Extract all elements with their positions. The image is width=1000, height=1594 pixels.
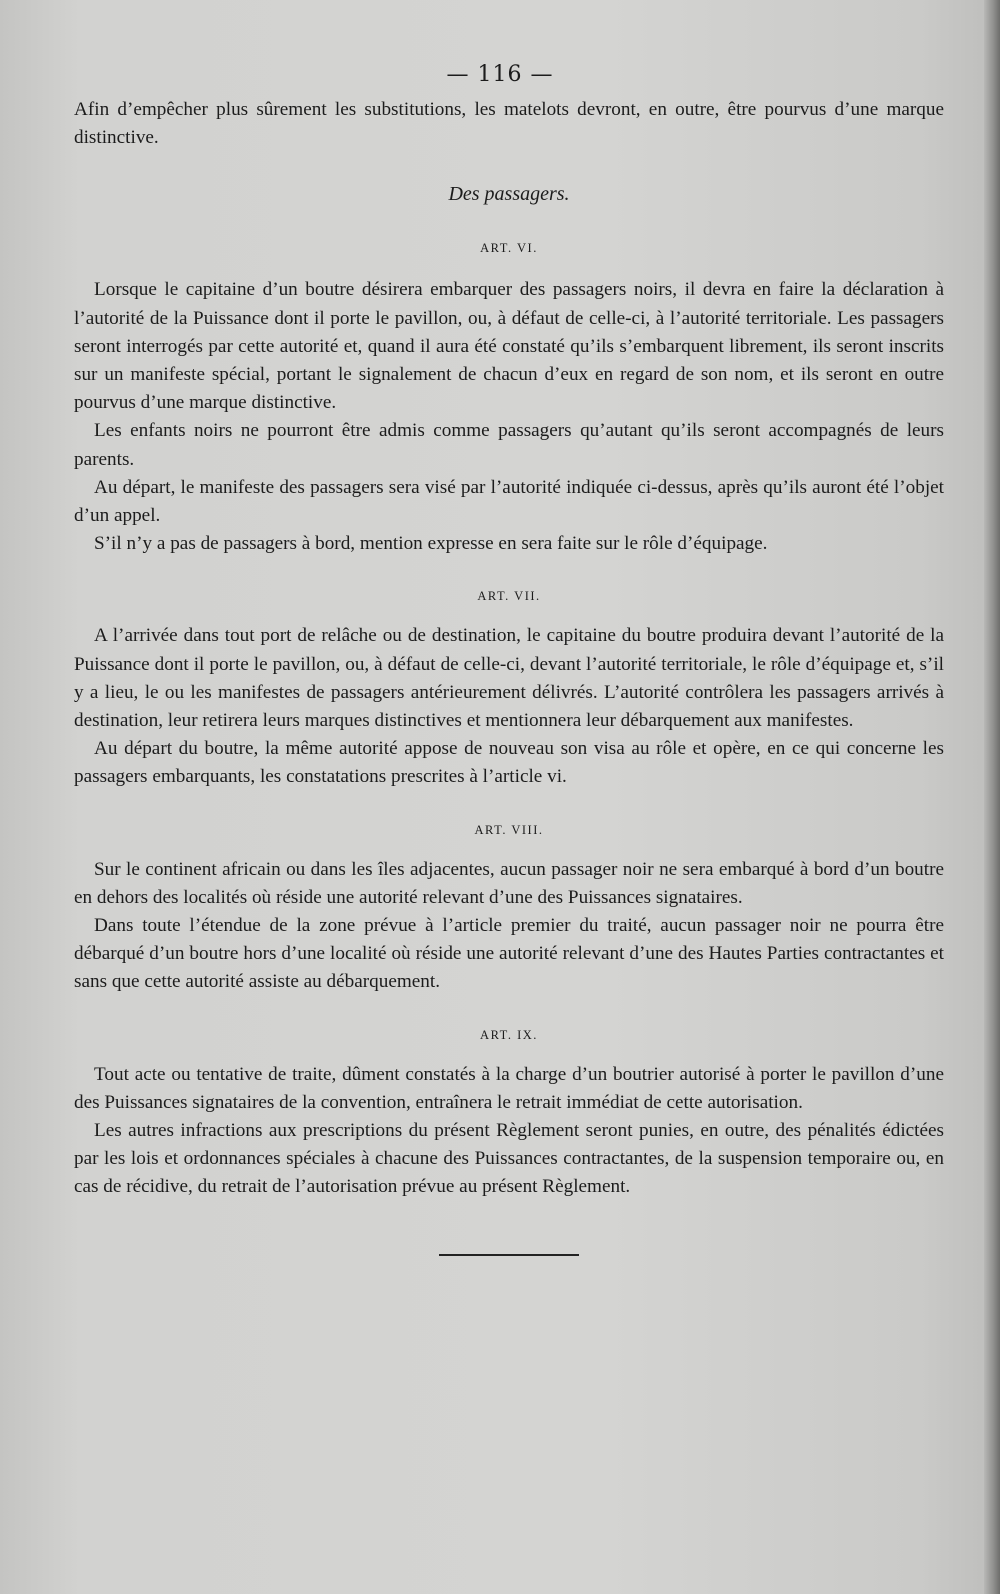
- article-heading-vi: ART. VI.: [480, 241, 538, 256]
- article-viii-paragraph-2: Dans toute l’étendue de la zone prévue à l’article premier du traité, aucun passager noir ne pourra être débarqué d’un boutre hors d’une localité où réside une autorité relevant d’une des Hautes Parties contractantes et sans que cette autorité assiste au débarquement.: [74, 915, 944, 993]
- article-vi-paragraph-3: Au départ, le manifeste des passagers sera visé par l’autorité indiquée ci-dessus, après qu’ils auront été l’objet d’un appel.: [74, 476, 944, 527]
- article-vi-paragraph-1: Lorsque le capitaine d’un boutre désirera embarquer des passagers noirs, il devra en faire la déclaration à l’autorité de la Puissance dont il porte le pavillon, ou, à défaut de celle-ci, à l’autorité territoriale. Les passagers seront interrogés par cette autorité et, quand il aura été constaté qu’ils s’embarquent librement, ils seront inscrits sur un manifeste spécial, portant le signalement de chacun d’eux en regard de son nom, et ils seront en outre pourvus d’une marque distinctive.: [74, 279, 944, 414]
- article-ix-paragraph-1: Tout acte ou tentative de traite, dûment constatés à la charge d’un boutrier autorisé à porter le pavillon d’une des Puissances signataires de la convention, entraînera le retrait immédiat de cette autorisation.: [74, 1063, 944, 1113]
- document-body: [74, 96, 944, 1256]
- article-vii-paragraph-2: Au départ du boutre, la même autorité appose de nouveau son visa au rôle et opère, en ce qui concerne les passagers embarquants, les constatations prescrites à l’article vi.: [74, 738, 944, 788]
- page-number: — 116 —: [446, 62, 554, 87]
- closing-rule: [439, 1254, 579, 1256]
- opening-paragraph: Afin d’empêcher plus sûrement les substitutions, les matelots devront, en outre, être pourvus d’une marque distinctive.: [74, 99, 944, 149]
- article-ix-paragraph-2: Les autres infractions aux prescriptions du présent Règlement seront punies, en outre, des pénalités édictées par les lois et ordonnances spéciales à chacune des Puissances contractantes, de la suspension temporaire ou, en cas de récidive, du retrait de l’autorisation prévue au présent Règlement.: [74, 1120, 944, 1198]
- article-vi-paragraph-2: Les enfants noirs ne pourront être admis comme passagers qu’autant qu’ils seront accompagnés de leurs parents.: [74, 420, 944, 470]
- article-vii-paragraph-1: A l’arrivée dans tout port de relâche ou de destination, le capitaine du boutre produira devant l’autorité de la Puissance dont il porte le pavillon, ou, à défaut de celle-ci, devant l’autorité territoriale, le rôle d’équipage et, s’il y a lieu, le ou les manifestes de passagers antérieurement délivrés. L’autorité contrôlera les passagers arrivés à destination, leur retirera leurs marques distinctives et mentionnera leur débarquement aux manifestes.: [74, 625, 944, 732]
- page-edge-shadow: [984, 0, 1000, 1594]
- article-viii-paragraph-1: Sur le continent africain ou dans les îles adjacentes, aucun passager noir ne sera embarqué à bord d’un boutre en dehors des localités où réside une autorité relevant d’une des Puissances signataires.: [74, 858, 944, 908]
- article-heading-vii: ART. VII.: [477, 589, 541, 604]
- article-heading-ix: ART. IX.: [480, 1027, 538, 1042]
- section-title: Des passagers.: [448, 183, 570, 206]
- article-vi-paragraph-4: S’il n’y a pas de passagers à bord, mention expresse en sera faite sur le rôle d’équipage.: [94, 533, 768, 555]
- article-heading-viii: ART. VIII.: [474, 822, 544, 837]
